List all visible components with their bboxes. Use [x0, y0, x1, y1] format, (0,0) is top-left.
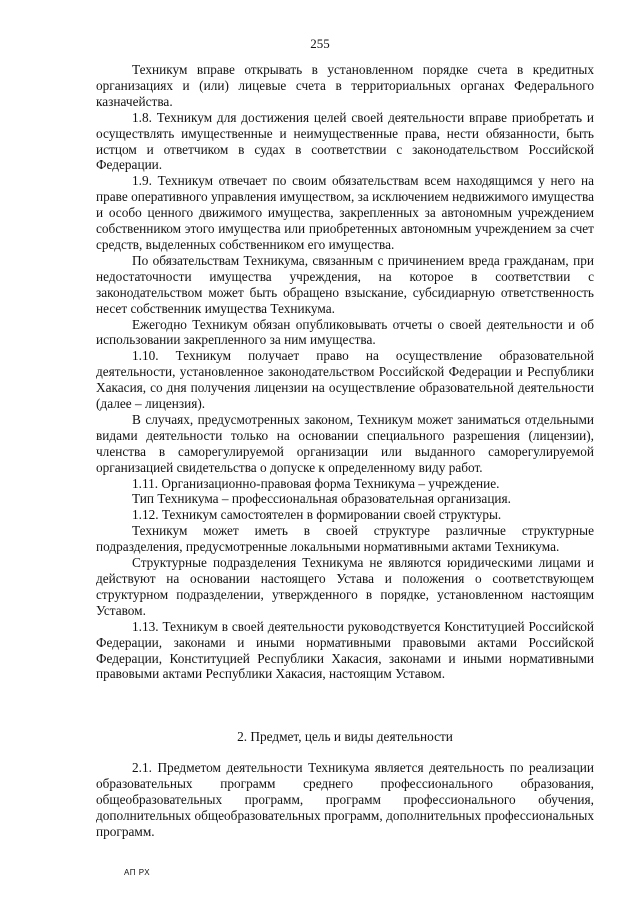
- paragraph-1-13: 1.13. Техникум в своей деятельности руководствуется Конституцией Российской Федерации, законами и иными нормативными правовыми актами Российской Федерации, Конституцией Республики Хакасия, законами и иными нормативными правовыми актами Республики Хакасия, настоящим Уставом.: [96, 618, 594, 682]
- section-heading: 2. Предмет, цель и виды деятельности: [237, 729, 453, 744]
- paragraph-2-1: 2.1. Предметом деятельности Техникума является деятельность по реализации образовательных программ среднего профессионального образования, общеобразовательных программ, программ профессионального обучения, дополнительных общеобразовательных программ, дополнительных профессиональных программ.: [96, 760, 594, 839]
- page-number: 255: [310, 36, 330, 51]
- body-text: [96, 62, 594, 682]
- paragraph-1-10: 1.10. Техникум получает право на осуществление образовательной деятельности, установленное законодательством Российской Федерации и Республики Хакасия, со дня получения лицензии на осуществление образовательной деятельности (далее – лицензия).: [96, 348, 594, 412]
- paragraph-licensing: В случаях, предусмотренных законом, Техникум может заниматься отдельными видами деятельности только на основании специального разрешения (лицензии), членства в саморегулируемой организации или выданного саморегулируемой организацией свидетельства о допуске к определенному виду работ.: [96, 411, 594, 475]
- section-text: [96, 760, 594, 840]
- footer-mark: АП РХ: [124, 868, 151, 877]
- paragraph-subdivisions: Структурные подразделения Техникума не являются юридическими лицами и действуют на основании настоящего Устава и положения о соответствующем структурном подразделении, утвержденного в порядке, установленном настоящим Уставом.: [96, 555, 594, 618]
- paragraph-liability: По обязательствам Техникума, связанным с причинением вреда гражданам, при недостаточности имущества учреждения, на которое в соответствии с законодательством может быть обращено взыскание, субсидиарную ответственность несет собственник имущества Техникума.: [96, 252, 594, 316]
- paragraph-reports: Ежегодно Техникум обязан опубликовывать отчеты о своей деятельности и об использовании закрепленного за ним имущества.: [96, 316, 594, 348]
- paragraph-1-12: 1.12. Техникум самостоятелен в формировании своей структуры.: [132, 507, 502, 523]
- paragraph-1-8: 1.8. Техникум для достижения целей своей деятельности вправе приобретать и осуществлять имущественные и неимущественные права, нести обязанности, быть истцом и ответчиком в судах в соответствии с законодательством Российской Федерации.: [96, 109, 594, 173]
- paragraph-type: Тип Техникума – профессиональная образовательная организация.: [132, 491, 511, 507]
- paragraph-structure: Техникум может иметь в своей структуре различные структурные подразделения, предусмотренные локальными нормативными актами Техникума.: [96, 523, 594, 555]
- paragraph-accounts: Техникум вправе открывать в установленном порядке счета в кредитных организациях и (или) лицевые счета в территориальных органах Федерального казначейства.: [96, 62, 594, 109]
- paragraph-1-9: 1.9. Техникум отвечает по своим обязательствам всем находящимся у него на праве оперативного управления имуществом, за исключением недвижимого имущества и особо ценного движимого имущества, закрепленных за автономным учреждением собственником этого имущества или приобретенных автономным учреждением за счет средств, выделенных собственником его имущества.: [96, 173, 594, 252]
- paragraph-1-11: 1.11. Организационно-правовая форма Техникума – учреждение.: [132, 475, 500, 491]
